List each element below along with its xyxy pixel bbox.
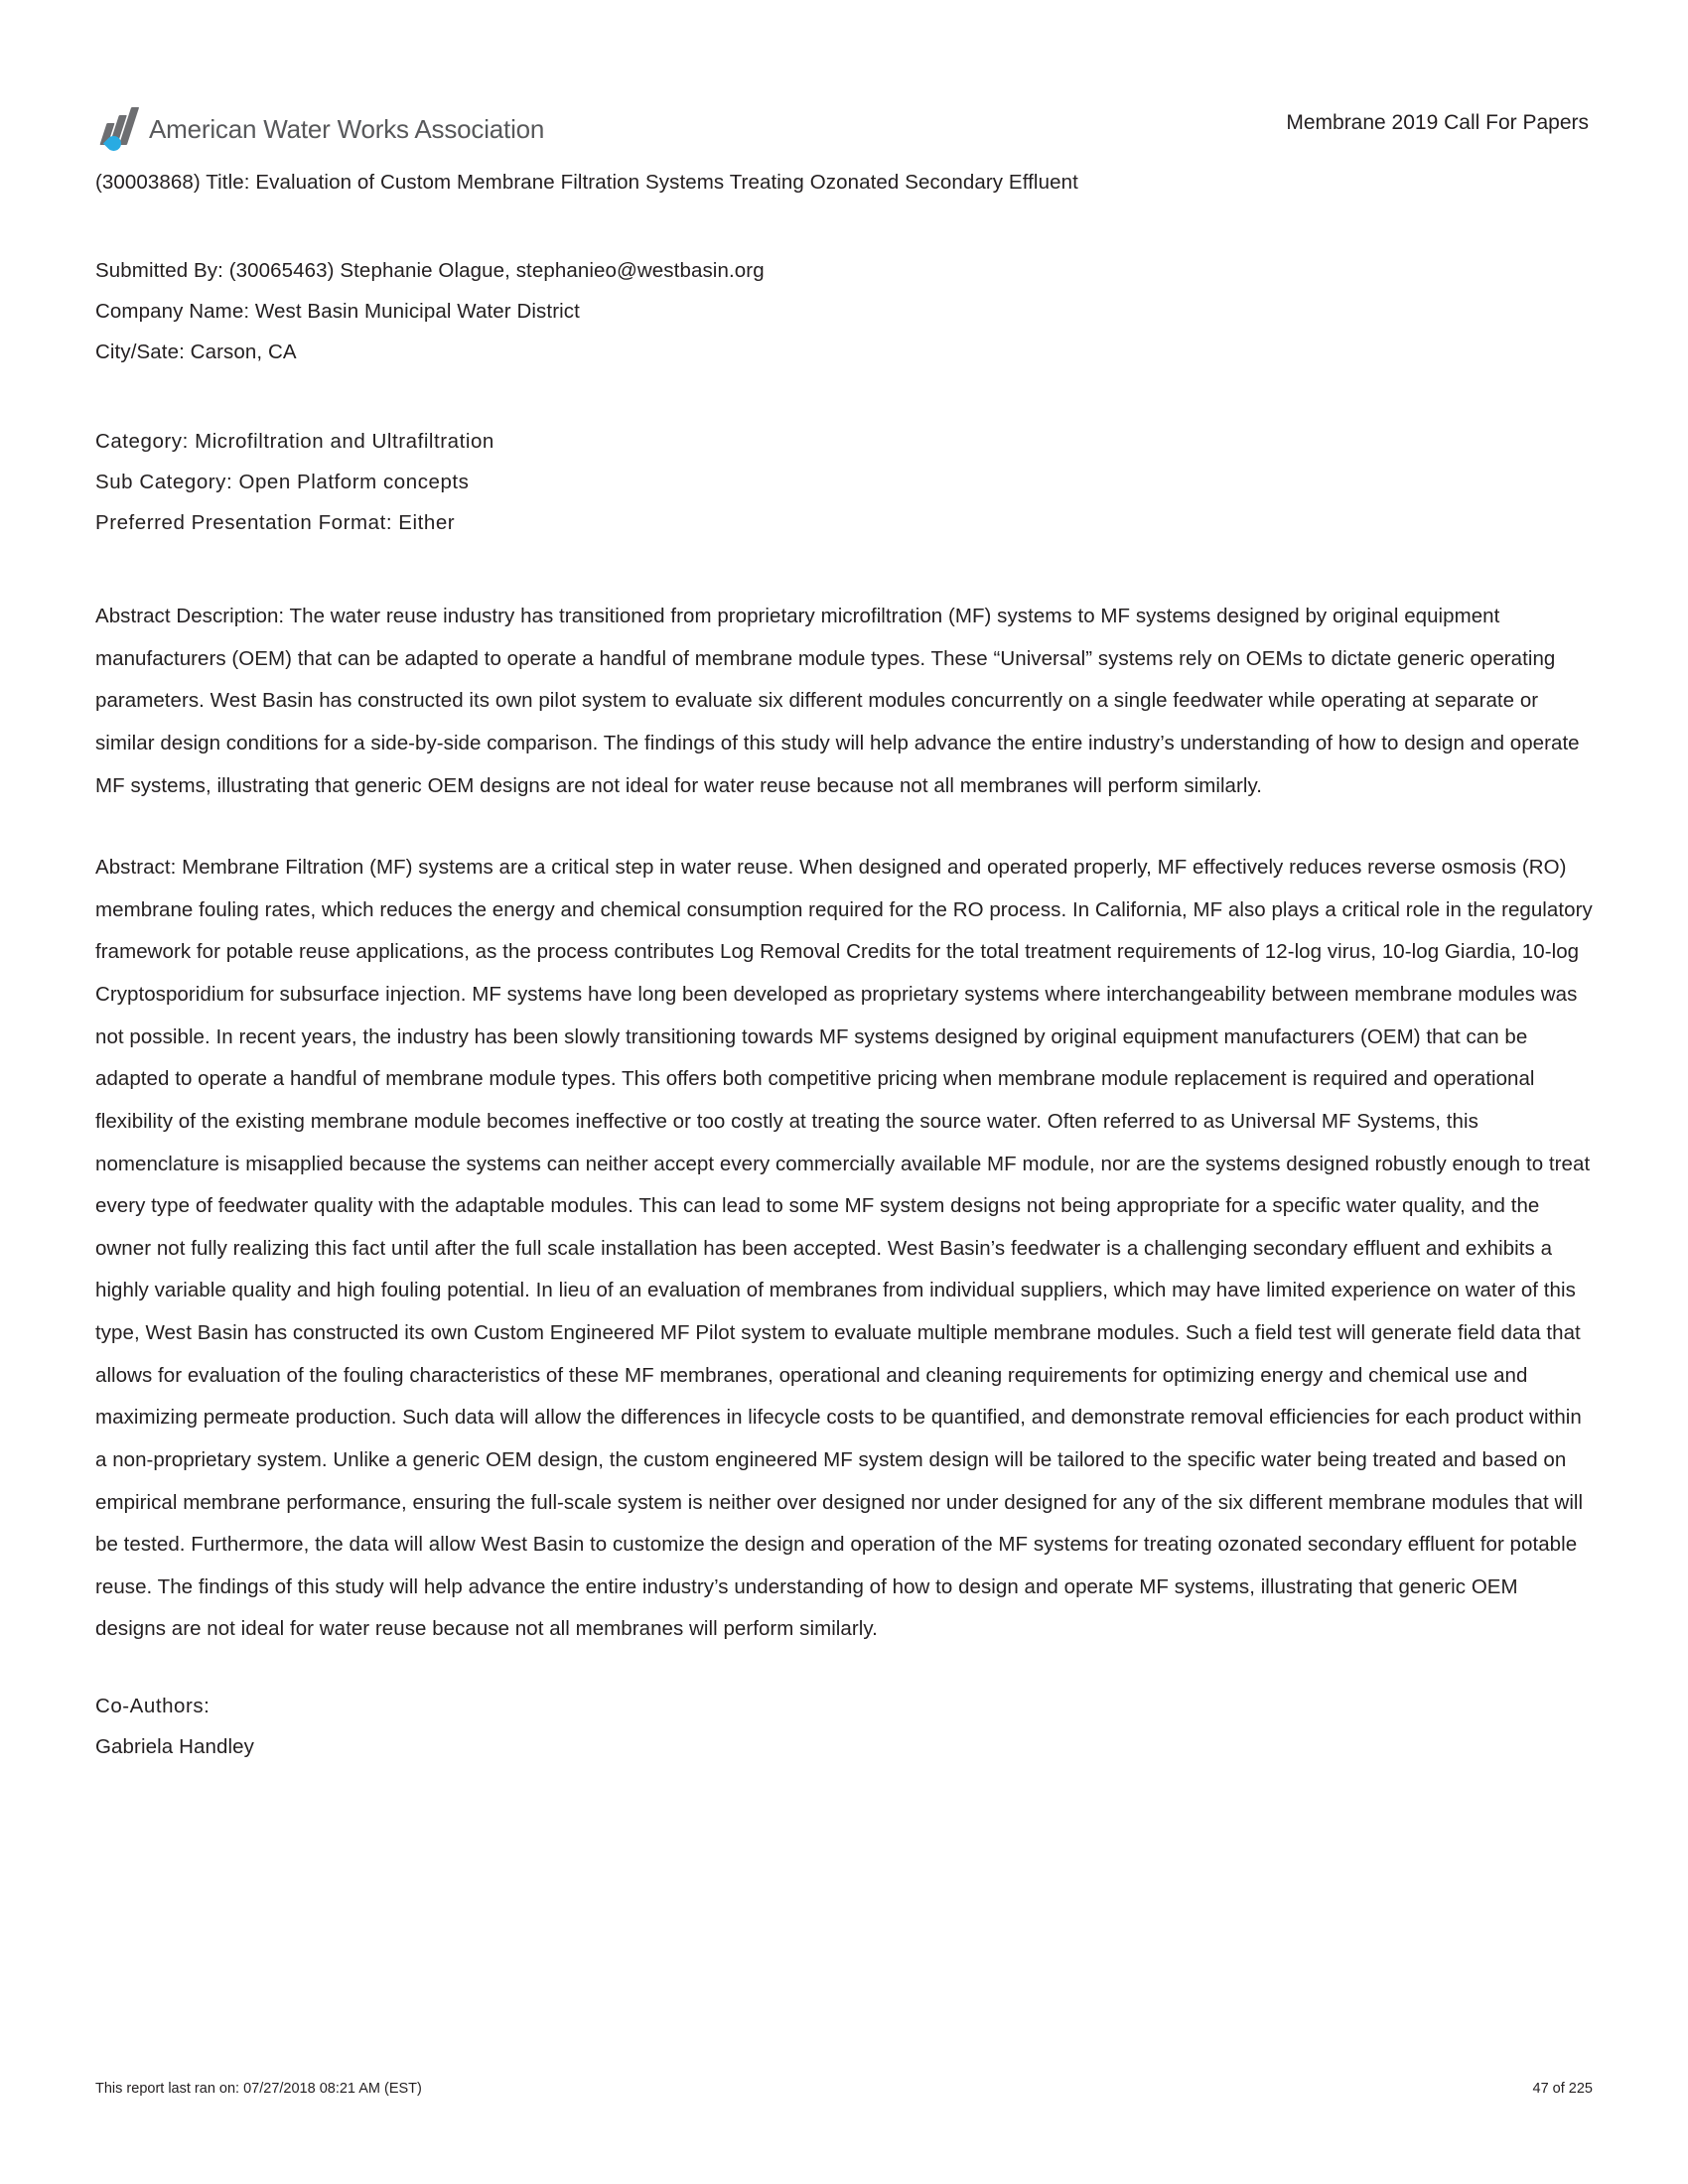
page-number: 47 of 225 <box>1532 2081 1593 2097</box>
abstract: Abstract: Membrane Filtration (MF) systems are a critical step in water reuse. When designed and operated properly, MF effectively reduces reverse osmosis (RO) membrane fouling rates, which reduces the energy and chemical consumption required for the RO process. In California, MF also plays a critical role in the regulatory framework for potable reuse applications, as the process contributes Log Removal Credits for the total treatment requirements of 12-log virus, 10-log Giardia, 10-log Cryptosporidium for subsurface injection. MF systems have long been developed as proprietary systems where interchangeability between membrane modules was not possible. In recent years, the industry has been slowly transitioning towards MF systems designed by original equipment manufacturers (OEM) that can be adapted to operate a handful of membrane module types. This offers both competitive pricing when membrane module replacement is required and operational flexibility of the existing membrane module becomes ineffective or too costly at treating the source water. Often referred to as Universal MF Systems, this nomenclature is misapplied because the systems can neither accept every commercially available MF module, nor are the systems designed robustly enough to treat every type of feedwater quality with the adaptable modules. This can lead to some MF system designs not being appropriate for a specific water quality, and the owner not fully realizing this fact until after the full scale installation has been accepted. West Basin’s feedwater is a challenging secondary effluent and exhibits a highly variable quality and high fouling potential. In lieu of an evaluation of membranes from individual suppliers, which may have limited experience on water of this type, West Basin has constructed its own Custom Engineered MF Pilot system to evaluate multiple membrane modules. Such a field test will generate field data that allows for evaluation of the fouling characteristics of these MF membranes, operational and cleaning requirements for optimizing energy and chemical use and maximizing permeate production. Such data will allow the differences in lifecycle costs to be quantified, and demonstrate removal efficiencies for each product within a non-proprietary system. Unlike a generic OEM design, the custom engineered MF system design will be tailored to the specific water being treated and based on empirical membrane performance, ensuring the full-scale system is neither over designed nor under designed for any of the six different membrane modules that will be tested. Furthermore, the data will allow West Basin to customize the design and operation of the MF systems for treating ozonated secondary effluent for potable reuse. The findings of this study will help advance the entire industry’s understanding of how to design and operate MF systems, illustrating that generic OEM designs are not ideal for water reuse because not all membranes will perform similarly. <box>95 856 1593 1641</box>
company-name: Company Name: West Basin Municipal Water District <box>95 300 580 324</box>
report-run-info: This report last ran on: 07/27/2018 08:21 AM (EST) <box>95 2081 422 2097</box>
preferred-presentation-format: Preferred Presentation Format: Either <box>95 510 456 534</box>
logo-text: American Water Works Association <box>149 113 545 144</box>
awwa-logo <box>99 107 544 151</box>
sub-category: Sub Category: Open Platform concepts <box>95 470 470 493</box>
aw-wa-droplet-logo-icon <box>99 107 145 151</box>
city-state: City/Sate: Carson, CA <box>95 341 297 364</box>
abstract-description: Abstract Description: The water reuse industry has transitioned from proprietary microfiltration (MF) systems to MF systems designed by original equipment manufacturers (OEM) that can be adapted to operate a handful of membrane module types. These “Universal” systems rely on OEMs to dictate generic operating parameters. West Basin has constructed its own pilot system to evaluate six different modules concurrently on a single feedwater while operating at separate or similar design conditions for a side-by-side comparison. The findings of this study will help advance the entire industry’s understanding of how to design and operate MF systems, illustrating that generic OEM designs are not ideal for water reuse because not all membranes will perform similarly. <box>95 605 1580 797</box>
co-authors-list: Gabriela Handley <box>95 1735 254 1759</box>
category: Category: Microfiltration and Ultrafiltration <box>95 429 494 453</box>
header-title: Membrane 2019 Call For Papers <box>1286 111 1589 134</box>
page-footer <box>95 2081 1593 2097</box>
paper-title: (30003868) Title: Evaluation of Custom Membrane Filtration Systems Treating Ozonated Secondary Effluent <box>95 171 1078 194</box>
co-authors-label: Co-Authors: <box>95 1695 211 1718</box>
page-header <box>95 0 1593 149</box>
document-body <box>95 149 1593 1762</box>
submitted-by: Submitted By: (30065463) Stephanie Olague, stephanieo@westbasin.org <box>95 259 765 283</box>
